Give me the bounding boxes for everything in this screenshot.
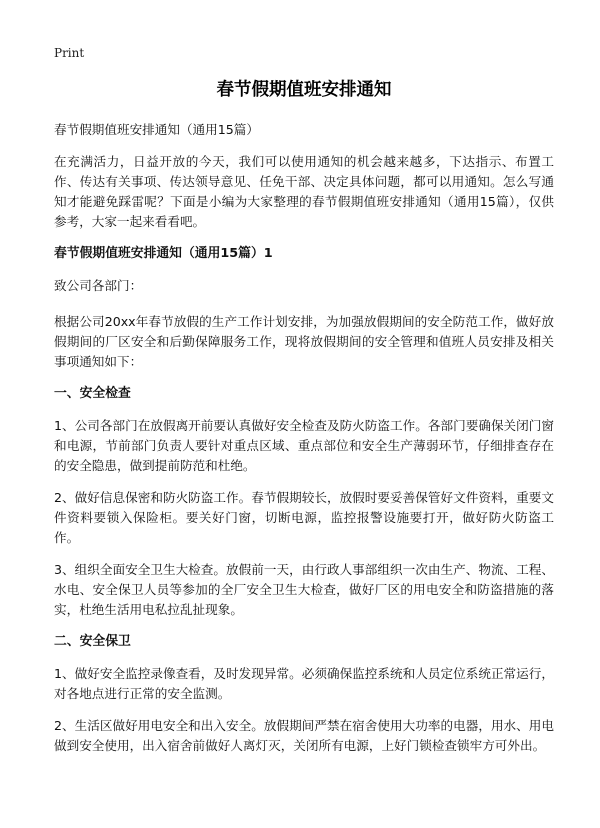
- page-title: 春节假期值班安排通知: [216, 80, 392, 100]
- section-heading-security: 二、安全保卫: [54, 634, 131, 649]
- section1-item-3: 3、组织全面安全卫生大检查。放假前一天，由行政人事部组织一次由生产、物流、工程、水电、安全保卫人员等参加的全厂安全卫生大检查，做好厂区的用电安全和防盗措施的落实，杜绝生活用电私拉乱扯现象。: [54, 562, 554, 617]
- salutation: 致公司各部门：: [54, 278, 143, 293]
- section2-item-1: 1、做好安全监控录像查看，及时发现异常。必须确保监控系统和人员定位系统正常运行，对各地点进行正常的安全监测。: [54, 666, 554, 701]
- section1-item-2: 2、做好信息保密和防火防盗工作。春节假期较长，放假时要妥善保管好文件资料，重要文件资料要锁入保险柜。要关好门窗，切断电源，监控报警设施要打开，做好防火防盗工作。: [54, 490, 554, 545]
- opening-paragraph: 根据公司20xx年春节放假的生产工作计划安排，为加强放假期间的安全防范工作，做好放假期间的厂区安全和后勤保障服务工作，现将放假期间的安全管理和值班人员安排及相关事项通知如下：: [54, 314, 554, 369]
- section2-item-2: 2、生活区做好用电安全和出入安全。放假期间严禁在宿舍使用大功率的电器，用水、用电做到安全使用，出入宿舍前做好人离灯灭，关闭所有电源，上好门锁检查锁牢方可外出。: [54, 718, 554, 753]
- section-heading-safety-check: 一、安全检查: [54, 386, 131, 401]
- document-body: [54, 76, 554, 768]
- section1-item-1: 1、公司各部门在放假离开前要认真做好安全检查及防火防盗工作。各部门要确保关闭门窗和电源，节前部门负责人要针对重点区域、重点部位和安全生产薄弱环节，仔细排查存在的安全隐患，做到提前防范和杜绝。: [54, 418, 554, 473]
- document-subtitle: 春节假期值班安排通知（通用15篇）: [54, 122, 259, 137]
- article-heading: 春节假期值班安排通知（通用15篇）1: [54, 246, 273, 261]
- print-link[interactable]: Print: [54, 46, 85, 60]
- intro-paragraph: 在充满活力，日益开放的今天，我们可以使用通知的机会越来越多，下达指示、布置工作、传达有关事项、传达领导意见、任免干部、决定具体问题，都可以用通知。怎么写通知才能避免踩雷呢？下面是小编为大家整理的春节假期值班安排通知（通用15篇），仅供参考，大家一起来看看吧。: [54, 154, 554, 229]
